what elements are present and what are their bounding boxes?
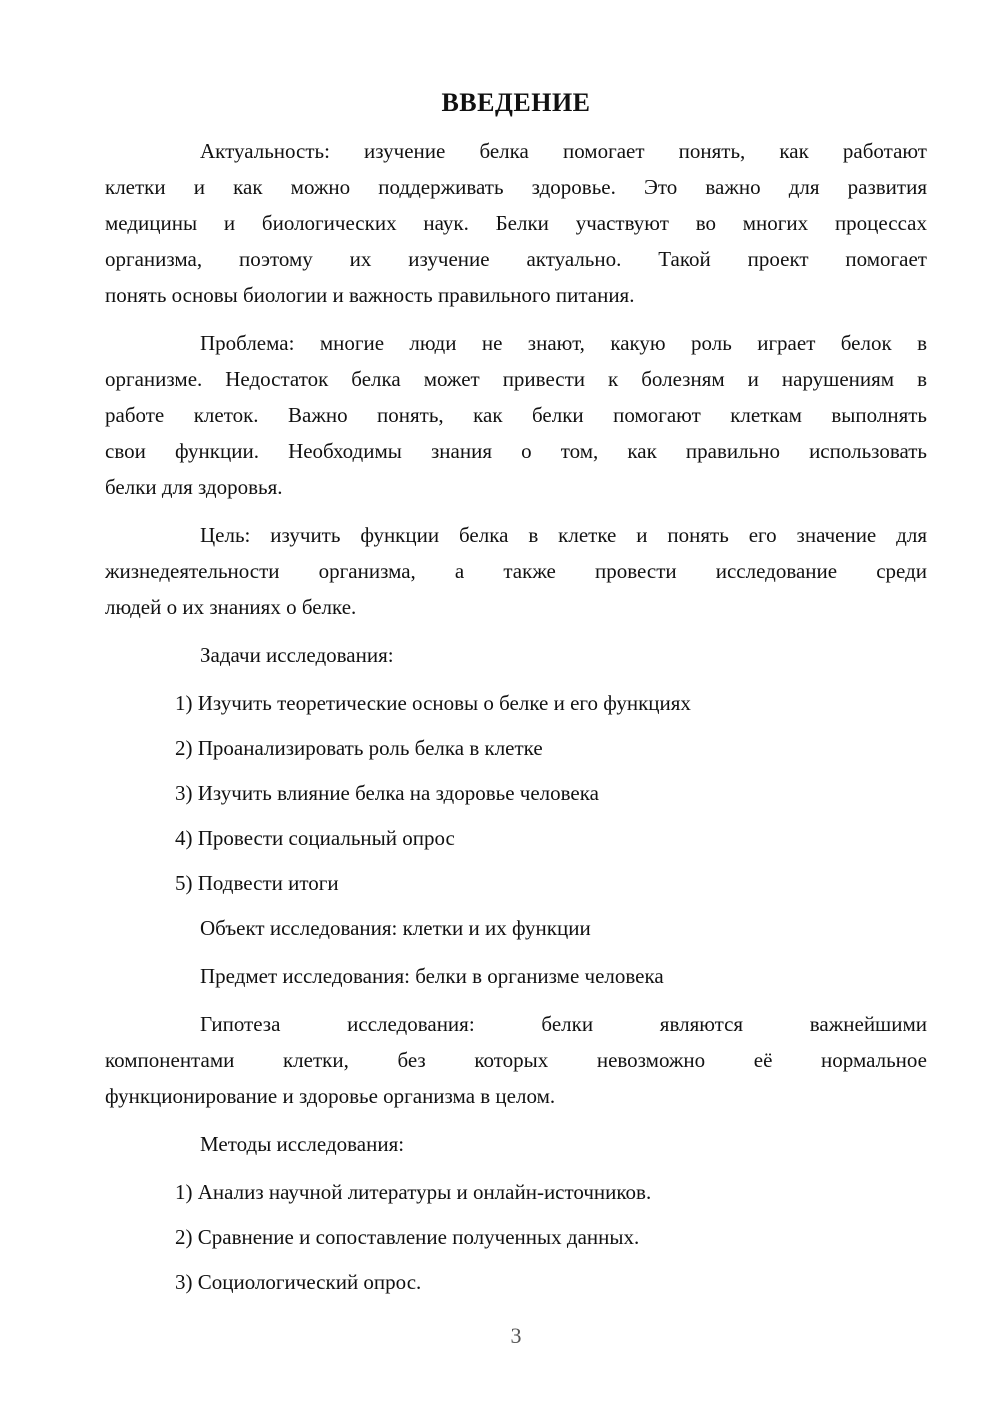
paragraph-line: организме. Недостаток белка может привести к болезням и нарушениям в <box>105 367 927 391</box>
tasks-list <box>105 685 927 901</box>
paragraph-line: работе клеток. Важно понять, как белки помогают клеткам выполнять <box>105 403 927 427</box>
paragraph-problem <box>105 325 927 505</box>
list-item-method: 2) Сравнение и сопоставление полученных данных. <box>175 1225 640 1249</box>
page-title: ВВЕДЕНИЕ <box>441 88 591 117</box>
tasks-heading: Задачи исследования: <box>200 643 394 667</box>
paragraph-goal <box>105 517 927 625</box>
paragraph-line: свои функции. Необходимы знания о том, как правильно использовать <box>105 439 927 463</box>
page-number: 3 <box>510 1323 522 1348</box>
paragraph-line: Проблема: многие люди не знают, какую роль играет белок в <box>200 331 927 355</box>
paragraph-hypothesis <box>105 1006 927 1114</box>
list-item-task: 4) Провести социальный опрос <box>175 826 455 850</box>
paragraph-line: функционирование и здоровье организма в целом. <box>105 1084 556 1108</box>
list-item-task: 1) Изучить теоретические основы о белке и его функциях <box>175 691 691 715</box>
methods-heading: Методы исследования: <box>200 1132 405 1156</box>
paragraph-line: Актуальность: изучение белка помогает понять, как работают <box>200 139 927 163</box>
paragraph-line: людей о их знаниях о белке. <box>105 595 357 619</box>
paragraph-line: организма, поэтому их изучение актуально. Такой проект помогает <box>105 247 927 271</box>
list-item-task: 2) Проанализировать роль белка в клетке <box>175 736 543 760</box>
paragraph-line: Гипотеза исследования: белки являются важнейшими <box>200 1012 927 1036</box>
research-subject: Предмет исследования: белки в организме человека <box>200 964 664 988</box>
list-item-method: 1) Анализ научной литературы и онлайн-источников. <box>175 1180 652 1204</box>
list-item-task: 3) Изучить влияние белка на здоровье человека <box>175 781 599 805</box>
paragraph-line: Цель: изучить функции белка в клетке и понять его значение для <box>200 523 927 547</box>
paragraph-line: медицины и биологических наук. Белки участвуют во многих процессах <box>105 211 927 235</box>
paragraph-line: белки для здоровья. <box>105 475 283 499</box>
research-object: Объект исследования: клетки и их функции <box>200 916 591 940</box>
paragraph-relevance <box>105 133 927 313</box>
paragraph-line: понять основы биологии и важность правильного питания. <box>105 283 635 307</box>
paragraph-line: клетки и как можно поддерживать здоровье. Это важно для развития <box>105 175 927 199</box>
list-item-method: 3) Социологический опрос. <box>175 1270 422 1294</box>
paragraph-line: компонентами клетки, без которых невозможно её нормальное <box>105 1048 927 1072</box>
methods-list <box>105 1174 927 1300</box>
list-item-task: 5) Подвести итоги <box>175 871 339 895</box>
paragraph-line: жизнедеятельности организма, а также провести исследование среди <box>105 559 927 583</box>
